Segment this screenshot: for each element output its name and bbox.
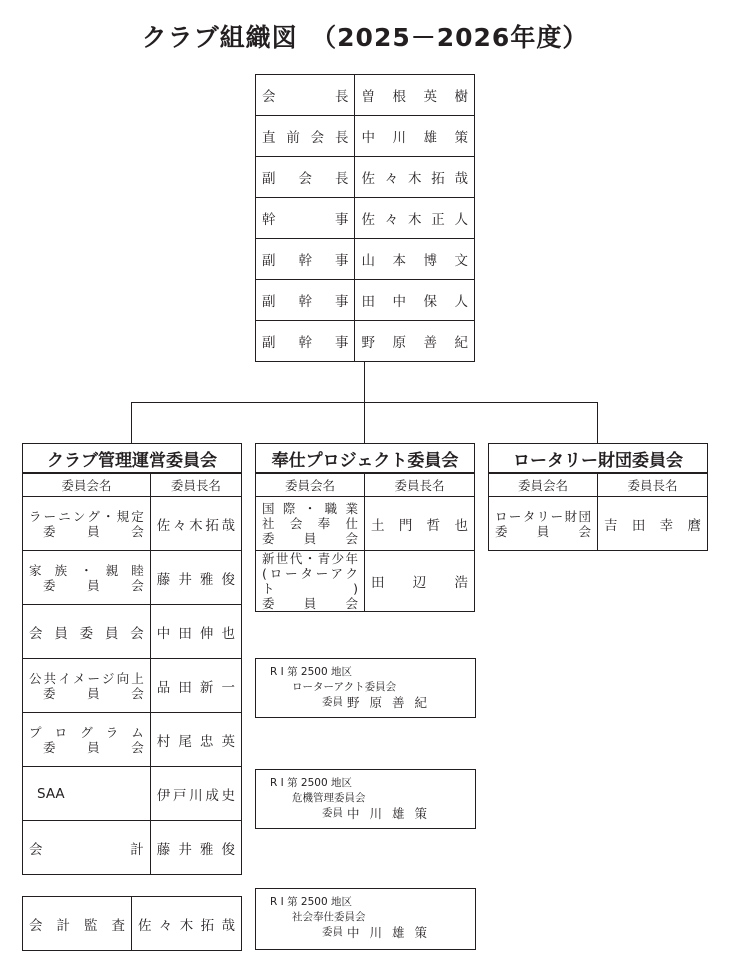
table-row — [23, 659, 242, 713]
officer-name: 佐々木拓哉 — [355, 157, 475, 198]
audit-name: 佐々木拓哉 — [132, 897, 242, 951]
management-committee-table — [22, 443, 242, 875]
table-row — [23, 821, 242, 875]
connector-right — [597, 402, 598, 444]
district-box-community — [255, 888, 476, 950]
table-row — [23, 605, 242, 659]
chair-name: 品田新一 — [150, 659, 241, 713]
officer-name: 佐々木正人 — [355, 198, 475, 239]
committee-name-suffix: 委員会 — [262, 596, 358, 611]
table-row — [256, 157, 475, 198]
chair-name: 佐々木拓哉 — [150, 497, 241, 551]
committee-name: 新世代・青少年 — [262, 551, 358, 566]
officer-role: 副幹事 — [256, 239, 355, 280]
district-role: 委員 — [322, 696, 343, 708]
district-committee: ローターアクト委員会 — [292, 681, 397, 693]
connector-vertical-main — [364, 361, 365, 403]
district-label: R I 第 2500 地区 — [270, 777, 352, 789]
committee-title: 奉仕プロジェクト委員会 — [256, 444, 475, 474]
chair-name: 伊戸川成史 — [150, 767, 241, 821]
table-row — [256, 321, 475, 362]
committee-name: ロータリー財団 — [495, 508, 591, 524]
committee-name: 国際・職業 — [262, 501, 358, 516]
connector-left — [131, 402, 132, 444]
committee-name-line2: (ローターアクト) — [262, 566, 358, 596]
col-header: 委員会名 — [489, 473, 598, 497]
district-member: 中川雄策 — [347, 925, 438, 940]
table-row — [489, 497, 708, 551]
district-label: R I 第 2500 地区 — [270, 666, 352, 678]
officer-role: 会長 — [256, 75, 355, 116]
officer-name: 山本博文 — [355, 239, 475, 280]
table-row — [256, 75, 475, 116]
district-member: 中川雄策 — [347, 806, 438, 821]
committee-title: ロータリー財団委員会 — [489, 444, 708, 474]
committee-title: クラブ管理運営委員会 — [23, 444, 242, 474]
district-box-crisis — [255, 769, 476, 829]
service-committee-table — [255, 443, 475, 612]
district-committee: 社会奉仕委員会 — [292, 911, 366, 923]
committee-name: 家族・親睦 — [29, 562, 144, 578]
district-role: 委員 — [322, 807, 343, 819]
officer-name: 曽根英樹 — [355, 75, 475, 116]
district-role: 委員 — [322, 926, 343, 938]
table-row — [256, 198, 475, 239]
committee-name: 公共イメージ向上 — [29, 670, 144, 686]
chair-name: 中田伸也 — [150, 605, 241, 659]
col-header: 委員長名 — [150, 473, 241, 497]
officer-role: 副幹事 — [256, 280, 355, 321]
committee-name-suffix: 委員会 — [43, 739, 144, 755]
col-header: 委員長名 — [598, 473, 708, 497]
chair-name: 藤井雅俊 — [150, 551, 241, 605]
col-header: 委員会名 — [256, 473, 365, 497]
table-row — [23, 897, 242, 951]
officer-name: 田中保人 — [355, 280, 475, 321]
table-row — [256, 497, 475, 551]
committee-name-line2: 社会奉仕 — [262, 516, 358, 531]
table-row — [256, 280, 475, 321]
district-member: 野原善紀 — [347, 695, 438, 710]
col-header: 委員長名 — [365, 473, 475, 497]
table-row — [23, 497, 242, 551]
chair-name: 藤井雅俊 — [150, 821, 241, 875]
chair-name: 土門哲也 — [365, 497, 475, 551]
officer-role: 副会長 — [256, 157, 355, 198]
officer-name: 野原善紀 — [355, 321, 475, 362]
table-row — [256, 116, 475, 157]
foundation-committee-table — [488, 443, 708, 551]
district-box-rotaract — [255, 658, 476, 718]
committee-name-suffix: 委員会 — [43, 577, 144, 593]
committee-name: ラーニング・規定 — [29, 508, 144, 524]
committee-name: 会計 — [23, 821, 151, 875]
connector-center — [364, 402, 365, 444]
committee-name-suffix: 委員会 — [43, 523, 144, 539]
page-title: クラブ組織図 （2025－2026年度） — [141, 23, 589, 52]
audit-table — [22, 896, 242, 951]
officer-role: 副幹事 — [256, 321, 355, 362]
chair-name: 田辺浩 — [365, 551, 475, 612]
col-header: 委員会名 — [23, 473, 151, 497]
table-row — [256, 551, 475, 612]
committee-name-suffix: 委員会 — [43, 685, 144, 701]
committee-name: プログラム — [29, 724, 144, 740]
officer-role: 幹事 — [256, 198, 355, 239]
table-row — [23, 767, 242, 821]
table-row — [23, 713, 242, 767]
officer-name: 中川雄策 — [355, 116, 475, 157]
committee-name-suffix: 委員会 — [262, 531, 358, 546]
table-row — [23, 551, 242, 605]
table-row — [256, 239, 475, 280]
committee-name: 会員委員会 — [23, 605, 151, 659]
audit-role: 会計監査 — [23, 897, 132, 951]
committee-name: SAA — [23, 767, 151, 821]
chair-name: 村尾忠英 — [150, 713, 241, 767]
officers-table — [255, 74, 475, 362]
officer-role: 直前会長 — [256, 116, 355, 157]
district-committee: 危機管理委員会 — [292, 792, 366, 804]
committee-name-suffix: 委員会 — [495, 523, 591, 539]
chair-name: 吉田幸麿 — [598, 497, 708, 551]
district-label: R I 第 2500 地区 — [270, 896, 352, 908]
